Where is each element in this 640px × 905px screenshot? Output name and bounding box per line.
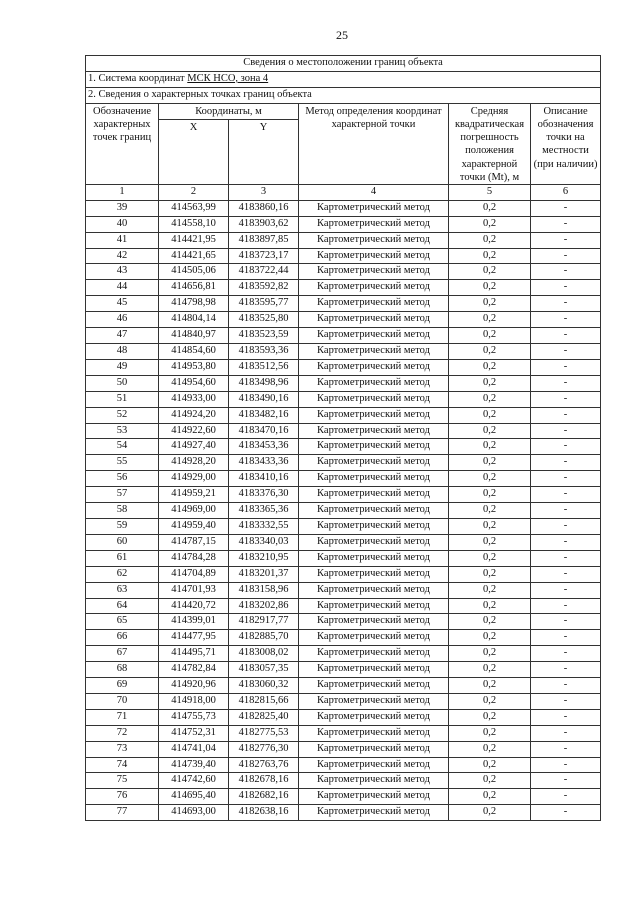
description: -: [531, 662, 601, 678]
coord-y: 4183512,56: [229, 359, 299, 375]
point-id: 51: [86, 391, 159, 407]
table-row: [86, 264, 601, 280]
method: Картометрический метод: [299, 487, 449, 503]
table-row: [86, 566, 601, 582]
table-row: [86, 550, 601, 566]
coord-x: 414959,40: [159, 518, 229, 534]
table-row: [86, 614, 601, 630]
method: Картометрический метод: [299, 773, 449, 789]
mt: 0,2: [449, 375, 531, 391]
method: Картометрический метод: [299, 375, 449, 391]
point-id: 43: [86, 264, 159, 280]
description: -: [531, 630, 601, 646]
point-id: 66: [86, 630, 159, 646]
coord-x: 414954,60: [159, 375, 229, 391]
point-id: 41: [86, 232, 159, 248]
coord-x: 414656,81: [159, 280, 229, 296]
point-id: 75: [86, 773, 159, 789]
point-id: 53: [86, 423, 159, 439]
table-row: [86, 598, 601, 614]
table-row: [86, 773, 601, 789]
mt: 0,2: [449, 789, 531, 805]
coord-y: 4183202,86: [229, 598, 299, 614]
coord-x: 414477,95: [159, 630, 229, 646]
mt: 0,2: [449, 757, 531, 773]
coord-y: 4182776,30: [229, 741, 299, 757]
description: -: [531, 296, 601, 312]
coord-x: 414739,40: [159, 757, 229, 773]
coord-x: 414755,73: [159, 709, 229, 725]
description: -: [531, 709, 601, 725]
method: Картометрический метод: [299, 200, 449, 216]
header-mt: Средняя квадратическая погрешность положения характерной точки (Mt), м: [449, 103, 531, 184]
description: -: [531, 487, 601, 503]
point-id: 46: [86, 312, 159, 328]
description: -: [531, 359, 601, 375]
description: -: [531, 232, 601, 248]
description: -: [531, 598, 601, 614]
method: Картометрический метод: [299, 582, 449, 598]
coord-x: 414953,80: [159, 359, 229, 375]
point-id: 77: [86, 805, 159, 821]
table-row: [86, 248, 601, 264]
point-id: 54: [86, 439, 159, 455]
mt: 0,2: [449, 646, 531, 662]
coord-y: 4183470,16: [229, 423, 299, 439]
coord-x: 414752,31: [159, 725, 229, 741]
method: Картометрический метод: [299, 248, 449, 264]
method: Картометрический метод: [299, 471, 449, 487]
header-row: [86, 103, 601, 119]
method: Картометрический метод: [299, 646, 449, 662]
mt: 0,2: [449, 725, 531, 741]
column-number: 3: [229, 184, 299, 200]
page-number: 25: [336, 28, 348, 42]
table-row: [86, 741, 601, 757]
mt: 0,2: [449, 248, 531, 264]
coord-y: 4183523,59: [229, 328, 299, 344]
header-y: Y: [229, 120, 299, 185]
mt: 0,2: [449, 232, 531, 248]
mt: 0,2: [449, 312, 531, 328]
section2-title: 2. Сведения о характерных точках границ объекта: [86, 87, 601, 103]
boundary-points-table: [85, 55, 601, 821]
table-row: [86, 757, 601, 773]
coord-x: 414927,40: [159, 439, 229, 455]
point-id: 74: [86, 757, 159, 773]
method: Картометрический метод: [299, 789, 449, 805]
coord-x: 414421,65: [159, 248, 229, 264]
mt: 0,2: [449, 391, 531, 407]
table-title: Сведения о местоположении границ объекта: [86, 56, 601, 72]
point-id: 72: [86, 725, 159, 741]
method: Картометрический метод: [299, 534, 449, 550]
mt: 0,2: [449, 344, 531, 360]
coord-y: 4182885,70: [229, 630, 299, 646]
coord-x: 414505,06: [159, 264, 229, 280]
coord-y: 4183490,16: [229, 391, 299, 407]
mt: 0,2: [449, 598, 531, 614]
point-id: 63: [86, 582, 159, 598]
coord-x: 414693,00: [159, 805, 229, 821]
method: Картометрический метод: [299, 709, 449, 725]
point-id: 65: [86, 614, 159, 630]
point-id: 57: [86, 487, 159, 503]
mt: 0,2: [449, 471, 531, 487]
method: Картометрический метод: [299, 391, 449, 407]
description: -: [531, 248, 601, 264]
coord-x: 414804,14: [159, 312, 229, 328]
coord-x: 414918,00: [159, 693, 229, 709]
mt: 0,2: [449, 550, 531, 566]
point-id: 60: [86, 534, 159, 550]
table-row: [86, 789, 601, 805]
coord-y: 4182825,40: [229, 709, 299, 725]
coord-y: 4183897,85: [229, 232, 299, 248]
coord-y: 4182815,66: [229, 693, 299, 709]
method: Картометрический метод: [299, 280, 449, 296]
point-id: 39: [86, 200, 159, 216]
method: Картометрический метод: [299, 232, 449, 248]
coord-y: 4183332,55: [229, 518, 299, 534]
mt: 0,2: [449, 487, 531, 503]
method: Картометрический метод: [299, 805, 449, 821]
method: Картометрический метод: [299, 598, 449, 614]
method: Картометрический метод: [299, 678, 449, 694]
description: -: [531, 344, 601, 360]
mt: 0,2: [449, 296, 531, 312]
table-row: [86, 232, 601, 248]
description: -: [531, 646, 601, 662]
table-row: [86, 296, 601, 312]
method: Картометрический метод: [299, 503, 449, 519]
point-id: 70: [86, 693, 159, 709]
header-x: X: [159, 120, 229, 185]
description: -: [531, 534, 601, 550]
method: Картометрический метод: [299, 662, 449, 678]
mt: 0,2: [449, 200, 531, 216]
mt: 0,2: [449, 678, 531, 694]
table-row: [86, 200, 601, 216]
coord-x: 414933,00: [159, 391, 229, 407]
description: -: [531, 757, 601, 773]
description: -: [531, 582, 601, 598]
coord-x: 414742,60: [159, 773, 229, 789]
coord-y: 4183210,95: [229, 550, 299, 566]
description: -: [531, 471, 601, 487]
method: Картометрический метод: [299, 407, 449, 423]
coord-y: 4183060,32: [229, 678, 299, 694]
coord-y: 4182638,16: [229, 805, 299, 821]
coord-y: 4183453,36: [229, 439, 299, 455]
mt: 0,2: [449, 534, 531, 550]
coord-x: 414798,98: [159, 296, 229, 312]
mt: 0,2: [449, 216, 531, 232]
description: -: [531, 391, 601, 407]
description: -: [531, 614, 601, 630]
coord-x: 414928,20: [159, 455, 229, 471]
coord-system-row: [86, 71, 601, 87]
method: Картометрический метод: [299, 439, 449, 455]
coord-x: 414787,15: [159, 534, 229, 550]
header-method: Метод определения координат характерной точки: [299, 103, 449, 184]
coord-x: 414922,60: [159, 423, 229, 439]
table-row: [86, 471, 601, 487]
point-id: 76: [86, 789, 159, 805]
coord-y: 4183158,96: [229, 582, 299, 598]
coord-system-label: 1. Система координат: [88, 72, 188, 84]
coord-x: 414420,72: [159, 598, 229, 614]
table-row: [86, 439, 601, 455]
table-row: [86, 805, 601, 821]
table-row: [86, 646, 601, 662]
coord-y: 4183903,62: [229, 216, 299, 232]
coord-y: 4183525,80: [229, 312, 299, 328]
coord-x: 414969,00: [159, 503, 229, 519]
table-title-row: [86, 56, 601, 72]
point-id: 69: [86, 678, 159, 694]
mt: 0,2: [449, 439, 531, 455]
coord-y: 4183498,96: [229, 375, 299, 391]
description: -: [531, 678, 601, 694]
description: -: [531, 566, 601, 582]
description: -: [531, 725, 601, 741]
description: -: [531, 407, 601, 423]
point-id: 61: [86, 550, 159, 566]
description: -: [531, 375, 601, 391]
column-numbers-row: [86, 184, 601, 200]
point-id: 64: [86, 598, 159, 614]
table-row: [86, 503, 601, 519]
column-number: 2: [159, 184, 229, 200]
coord-system: [86, 71, 601, 87]
method: Картометрический метод: [299, 359, 449, 375]
method: Картометрический метод: [299, 757, 449, 773]
coord-x: 414854,60: [159, 344, 229, 360]
mt: 0,2: [449, 328, 531, 344]
table-row: [86, 344, 601, 360]
coord-y: 4182763,76: [229, 757, 299, 773]
description: -: [531, 741, 601, 757]
method: Картометрический метод: [299, 725, 449, 741]
table-row: [86, 662, 601, 678]
point-id: 52: [86, 407, 159, 423]
table-row: [86, 725, 601, 741]
mt: 0,2: [449, 566, 531, 582]
coord-y: 4183723,17: [229, 248, 299, 264]
point-id: 47: [86, 328, 159, 344]
coord-x: 414495,71: [159, 646, 229, 662]
table-row: [86, 216, 601, 232]
mt: 0,2: [449, 503, 531, 519]
method: Картометрический метод: [299, 296, 449, 312]
point-id: 49: [86, 359, 159, 375]
table-row: [86, 312, 601, 328]
description: -: [531, 328, 601, 344]
method: Картометрический метод: [299, 264, 449, 280]
coord-x: 414399,01: [159, 614, 229, 630]
header-coords: Координаты, м: [159, 103, 299, 119]
method: Картометрический метод: [299, 344, 449, 360]
point-id: 40: [86, 216, 159, 232]
description: -: [531, 789, 601, 805]
header-desc: Описание обозначения точки на местности (при наличии): [531, 103, 601, 184]
point-id: 56: [86, 471, 159, 487]
method: Картометрический метод: [299, 312, 449, 328]
table-row: [86, 280, 601, 296]
table-row: [86, 391, 601, 407]
header-point: Обозначение характерных точек границ: [86, 103, 159, 184]
table-row: [86, 678, 601, 694]
table-row: [86, 328, 601, 344]
mt: 0,2: [449, 407, 531, 423]
coord-y: 4183593,36: [229, 344, 299, 360]
coord-x: 414558,10: [159, 216, 229, 232]
mt: 0,2: [449, 662, 531, 678]
column-number: 4: [299, 184, 449, 200]
coord-y: 4183433,36: [229, 455, 299, 471]
table-row: [86, 375, 601, 391]
coord-y: 4182682,16: [229, 789, 299, 805]
coord-y: 4183057,35: [229, 662, 299, 678]
table-row: [86, 693, 601, 709]
description: -: [531, 773, 601, 789]
coord-y: 4183595,77: [229, 296, 299, 312]
coord-y: 4183201,37: [229, 566, 299, 582]
mt: 0,2: [449, 693, 531, 709]
coord-y: 4183008,02: [229, 646, 299, 662]
coord-y: 4182775,53: [229, 725, 299, 741]
section2-row: [86, 87, 601, 103]
method: Картометрический метод: [299, 693, 449, 709]
description: -: [531, 423, 601, 439]
coord-x: 414784,28: [159, 550, 229, 566]
description: -: [531, 280, 601, 296]
method: Картометрический метод: [299, 614, 449, 630]
mt: 0,2: [449, 773, 531, 789]
table-row: [86, 407, 601, 423]
point-id: 62: [86, 566, 159, 582]
mt: 0,2: [449, 280, 531, 296]
point-id: 59: [86, 518, 159, 534]
table-row: [86, 582, 601, 598]
column-number: 6: [531, 184, 601, 200]
point-id: 67: [86, 646, 159, 662]
table-row: [86, 630, 601, 646]
coord-y: 4183482,16: [229, 407, 299, 423]
table-row: [86, 709, 601, 725]
coord-system-value: МСК НСО, зона 4: [187, 72, 269, 84]
mt: 0,2: [449, 741, 531, 757]
description: -: [531, 455, 601, 471]
point-id: 50: [86, 375, 159, 391]
coord-y: 4182678,16: [229, 773, 299, 789]
coord-y: 4183860,16: [229, 200, 299, 216]
mt: 0,2: [449, 455, 531, 471]
description: -: [531, 550, 601, 566]
method: Картометрический метод: [299, 630, 449, 646]
coord-x: 414929,00: [159, 471, 229, 487]
method: Картометрический метод: [299, 566, 449, 582]
method: Картометрический метод: [299, 328, 449, 344]
point-id: 58: [86, 503, 159, 519]
table-row: [86, 518, 601, 534]
mt: 0,2: [449, 614, 531, 630]
coord-x: 414563,99: [159, 200, 229, 216]
description: -: [531, 200, 601, 216]
mt: 0,2: [449, 805, 531, 821]
point-id: 44: [86, 280, 159, 296]
table-row: [86, 359, 601, 375]
coord-x: 414701,93: [159, 582, 229, 598]
table-row: [86, 534, 601, 550]
description: -: [531, 312, 601, 328]
mt: 0,2: [449, 264, 531, 280]
mt: 0,2: [449, 630, 531, 646]
table-row: [86, 455, 601, 471]
table-row: [86, 487, 601, 503]
point-id: 45: [86, 296, 159, 312]
coord-y: 4183376,30: [229, 487, 299, 503]
coord-x: 414421,95: [159, 232, 229, 248]
method: Картометрический метод: [299, 455, 449, 471]
coord-x: 414704,89: [159, 566, 229, 582]
coord-x: 414920,96: [159, 678, 229, 694]
description: -: [531, 503, 601, 519]
method: Картометрический метод: [299, 550, 449, 566]
coord-y: 4183722,44: [229, 264, 299, 280]
mt: 0,2: [449, 359, 531, 375]
point-id: 48: [86, 344, 159, 360]
coord-x: 414741,04: [159, 741, 229, 757]
point-id: 55: [86, 455, 159, 471]
description: -: [531, 693, 601, 709]
coord-y: 4183592,82: [229, 280, 299, 296]
table-row: [86, 423, 601, 439]
description: -: [531, 518, 601, 534]
coord-x: 414695,40: [159, 789, 229, 805]
point-id: 73: [86, 741, 159, 757]
description: -: [531, 805, 601, 821]
mt: 0,2: [449, 582, 531, 598]
column-number: 5: [449, 184, 531, 200]
method: Картометрический метод: [299, 216, 449, 232]
mt: 0,2: [449, 423, 531, 439]
coord-x: 414782,84: [159, 662, 229, 678]
point-id: 71: [86, 709, 159, 725]
mt: 0,2: [449, 709, 531, 725]
description: -: [531, 439, 601, 455]
coord-y: 4183340,03: [229, 534, 299, 550]
coord-x: 414959,21: [159, 487, 229, 503]
description: -: [531, 216, 601, 232]
method: Картометрический метод: [299, 741, 449, 757]
description: -: [531, 264, 601, 280]
coord-y: 4182917,77: [229, 614, 299, 630]
coord-x: 414924,20: [159, 407, 229, 423]
point-id: 68: [86, 662, 159, 678]
mt: 0,2: [449, 518, 531, 534]
coord-x: 414840,97: [159, 328, 229, 344]
point-id: 42: [86, 248, 159, 264]
method: Картометрический метод: [299, 518, 449, 534]
coord-y: 4183365,36: [229, 503, 299, 519]
coord-y: 4183410,16: [229, 471, 299, 487]
method: Картометрический метод: [299, 423, 449, 439]
column-number: 1: [86, 184, 159, 200]
